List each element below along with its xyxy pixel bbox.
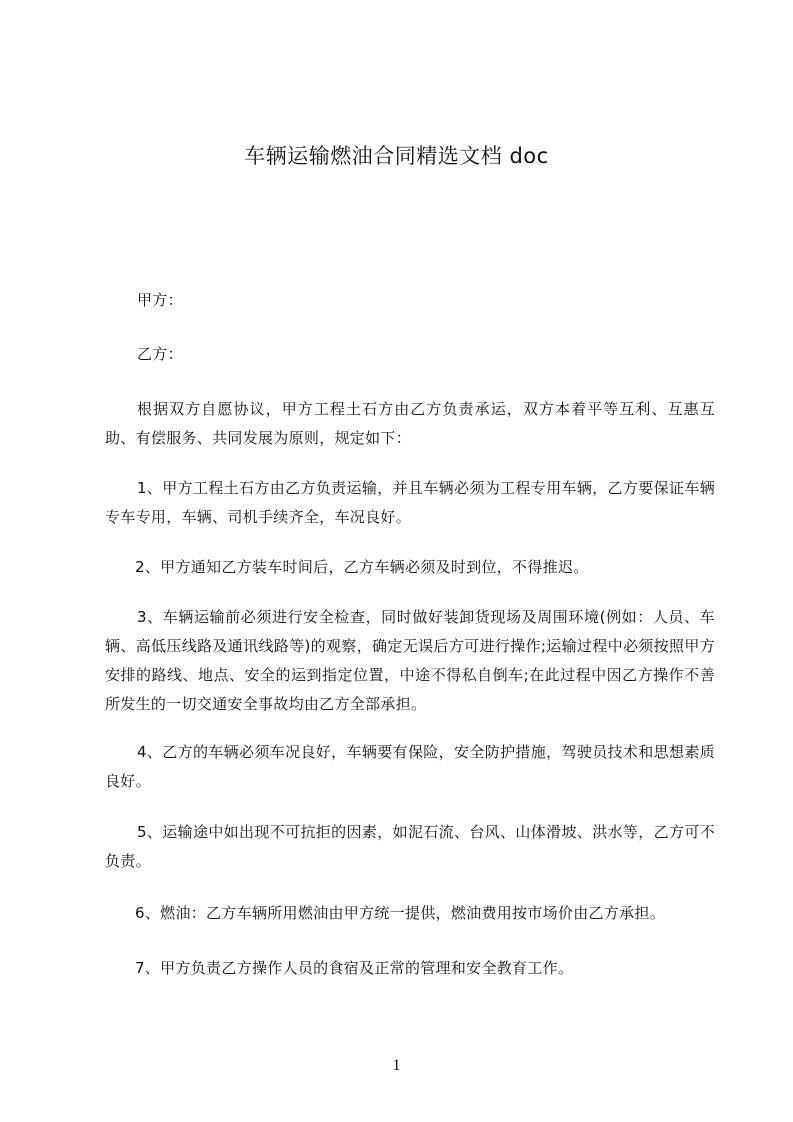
clause-6: 6、燃油：乙方车辆所用燃油由甲方统一提供，燃油费用按市场价由乙方承担。 (135, 904, 666, 922)
party-a-label: 甲方： (137, 291, 183, 309)
page-number: 1 (392, 1057, 401, 1074)
clause-3: 3、车辆运输前必须进行安全检查，同时做好装卸货现场及周围环境(例如：人员、车辆、高低压线路及通讯线路等)的观察，确定无误后方可进行操作;运输过程中必须按照甲方安排的路线、地点、安全的运到指定位置，中途不得私自倒车;在此过程中因乙方操作不善所发生的一切交通安全事故均由乙方全部承担。 (105, 608, 715, 713)
intro-paragraph: 根据双方自愿协议，甲方工程土石方由乙方负责承运，双方本着平等互利、互惠互助、有偿服务、共同发展为原则，规定如下： (105, 400, 715, 447)
clause-4: 4、乙方的车辆必须车况良好，车辆要有保险，安全防护措施，驾驶员技术和思想素质良好。 (105, 743, 715, 790)
document-title: 车辆运输燃油合同精选文档 doc (244, 144, 549, 168)
clause-1: 1、甲方工程土石方由乙方负责运输，并且车辆必须为工程专用车辆，乙方要保证车辆专车专用，车辆、司机手续齐全，车况良好。 (105, 479, 715, 526)
clause-7: 7、甲方负责乙方操作人员的食宿及正常的管理和安全教育工作。 (135, 959, 574, 977)
clause-5: 5、运输途中如出现不可抗拒的因素，如泥石流、台风、山体滑坡、洪水等，乙方可不负责。 (105, 823, 715, 870)
party-b-label: 乙方： (137, 345, 183, 363)
clause-2: 2、甲方通知乙方装车时间后，乙方车辆必须及时到位，不得推迟。 (135, 558, 589, 576)
